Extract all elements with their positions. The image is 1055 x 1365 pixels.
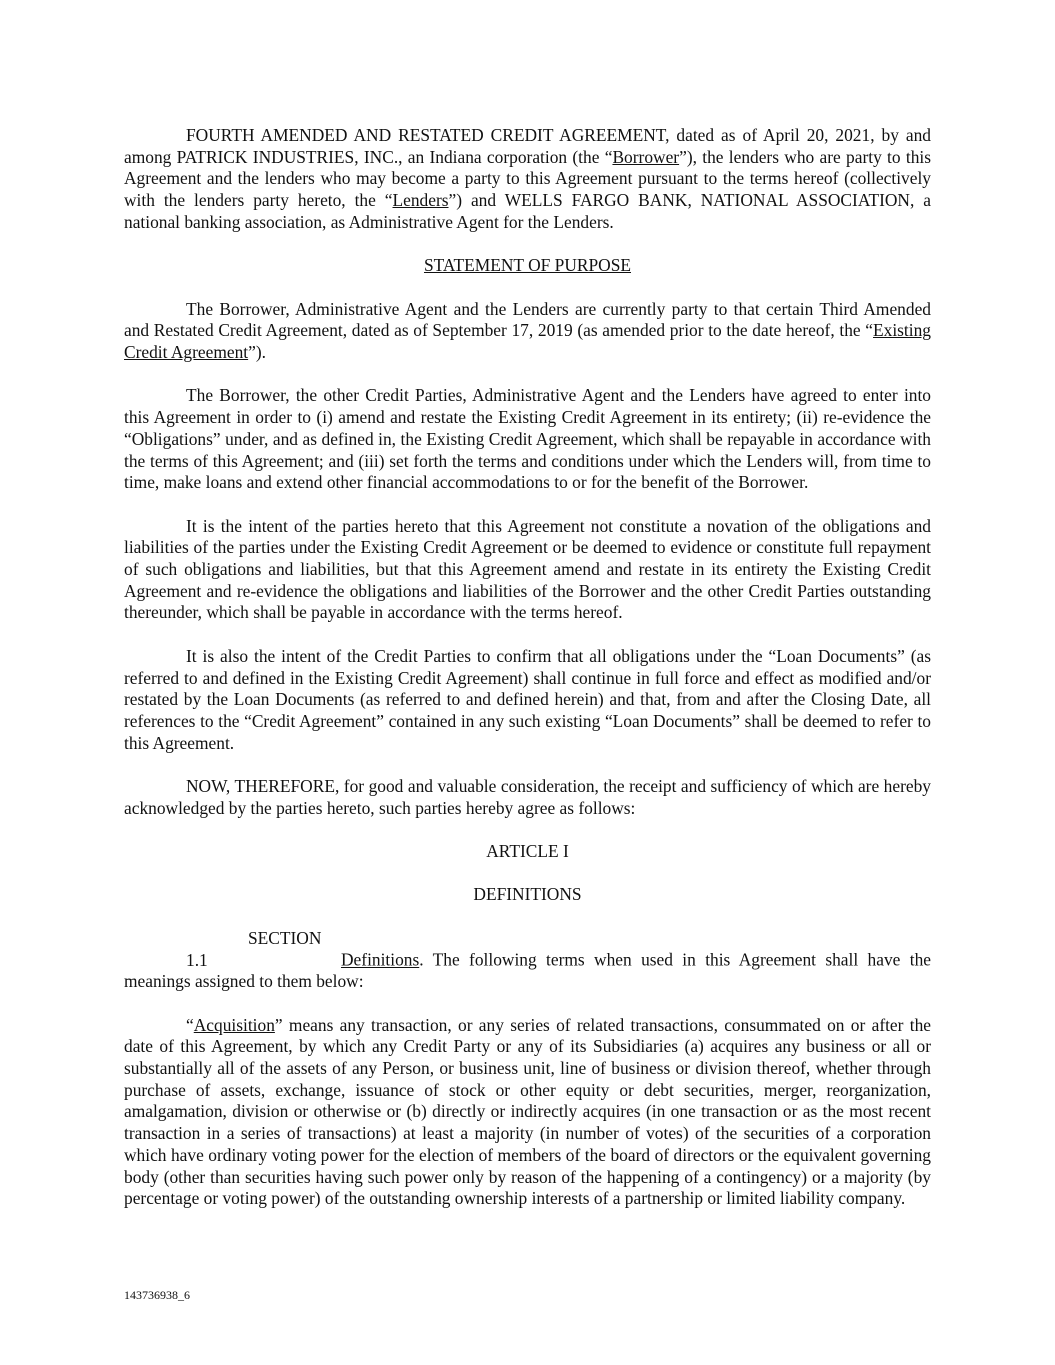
acquisition-text: ” means any transaction, or any series of related transactions, consummated on or after the date of this Agreement, by which any Credit Party or any of its Subsidiaries (a) acquires any business or all or substantially all of the assets of any Person, or business unit, line of business or division thereof, whether through purchase of assets, exchange, issuance of stock or other equity or debt securities, merger, reorganization, amalgamation, division or otherwise or (b) directly or indirectly acquires (in one transaction or as the most recent transaction in a series of transactions) at least a majority (in number of votes) of the securities of a corporation which have ordinary voting power for the election of members of the board of directors or the equivalent governing body (other than securities having such power only by reason of the happening of a contingency) or a majority (by percentage or voting power) of the outstanding ownership interests of a partnership or limited liability company. bbox=[124, 1014, 931, 1209]
purpose-paragraph-1 bbox=[124, 299, 931, 364]
acquisition-definition bbox=[124, 1015, 931, 1210]
purpose-paragraph-4: It is also the intent of the Credit Parties to confirm that all obligations under the “Loan Documents” (as referred to and defined in the Existing Credit Agreement) shall continue in full force and effect as modified and/or restated by the Loan Documents (as referred to and defined herein) and that, from and after the Closing Date, all references to the “Credit Agreement” contained in any such existing “Loan Documents” shall be deemed to refer to this Agreement. bbox=[124, 645, 931, 753]
intro-text-1: FOURTH AMENDED AND RESTATED CREDIT AGREEMENT, dated as of April 20, 2021, by and among PATRICK INDUSTRIES, INC., an Indiana corporation (the “ bbox=[124, 125, 931, 167]
purpose-paragraph-2: The Borrower, the other Credit Parties, Administrative Agent and the Lenders have agreed to enter into this Agreement in order to (i) amend and restate the Existing Credit Agreement in its entirety; (ii) re-evidence the “Obligations” under, and as defined in, the Existing Credit Agreement, which shall be repayable in accordance with the terms of this Agreement; and (iii) set forth the terms and conditions under which the Lenders will, from time to time, make loans and extend other financial accommodations to or for the benefit of the Borrower. bbox=[124, 385, 931, 493]
purpose-1-text-2: ”). bbox=[248, 342, 266, 362]
defined-term-existing-credit-agreement: Existing Credit Agreement bbox=[124, 320, 931, 362]
section-1-1-paragraph bbox=[124, 928, 931, 993]
section-title: Definitions bbox=[341, 949, 420, 970]
definitions-heading: DEFINITIONS bbox=[473, 884, 582, 905]
document-id-footer: 143736938_6 bbox=[124, 1288, 190, 1302]
defined-term-lenders: Lenders bbox=[392, 190, 449, 211]
statement-of-purpose-heading: STATEMENT OF PURPOSE bbox=[423, 255, 631, 276]
intro-paragraph bbox=[124, 125, 931, 234]
defined-term-acquisition: Acquisition bbox=[193, 1014, 275, 1035]
acquisition-open-quote: “ bbox=[186, 1014, 194, 1035]
intro-text-2: ”), the lenders who are party to this Agreement and the lenders who may become a party to this Agreement pursuant to the terms hereof (collectively with the lenders party hereto, the “ bbox=[124, 146, 931, 211]
defined-term-borrower: Borrower bbox=[612, 146, 680, 167]
purpose-paragraph-3: It is the intent of the parties hereto that this Agreement not constitute a novation of the obligations and liabilities of the parties under the Existing Credit Agreement or be deemed to evidence or constitute full repayment of such obligations and liabilities, but that this Agreement amend and restate in its entirety the Existing Credit Agreement and re-evidence the obligations and liabilities of the Borrower and the other Credit Parties outstanding thereunder, which shall be payable in accordance with the terms hereof. bbox=[124, 515, 931, 623]
article-heading: ARTICLE I bbox=[486, 841, 569, 862]
document-page bbox=[124, 125, 931, 1232]
purpose-1-text-1: The Borrower, Administrative Agent and the Lenders are currently party to that certain Third Amended and Restated Credit Agreement, dated as of September 17, 2019 (as amended prior to the date hereof, the “ bbox=[124, 298, 931, 341]
section-text: . The following terms when used in this Agreement shall have the meanings assigned to them below: bbox=[124, 949, 931, 992]
intro-text-3: ”) and WELLS FARGO BANK, NATIONAL ASSOCIATION, a national banking association, as Administrative Agent for the Lenders. bbox=[124, 190, 931, 232]
now-therefore-paragraph: NOW, THEREFORE, for good and valuable consideration, the receipt and sufficiency of which are hereby acknowledged by the parties hereto, such parties hereby agree as follows: bbox=[124, 776, 931, 818]
section-number: SECTION 1.1 bbox=[186, 927, 322, 970]
